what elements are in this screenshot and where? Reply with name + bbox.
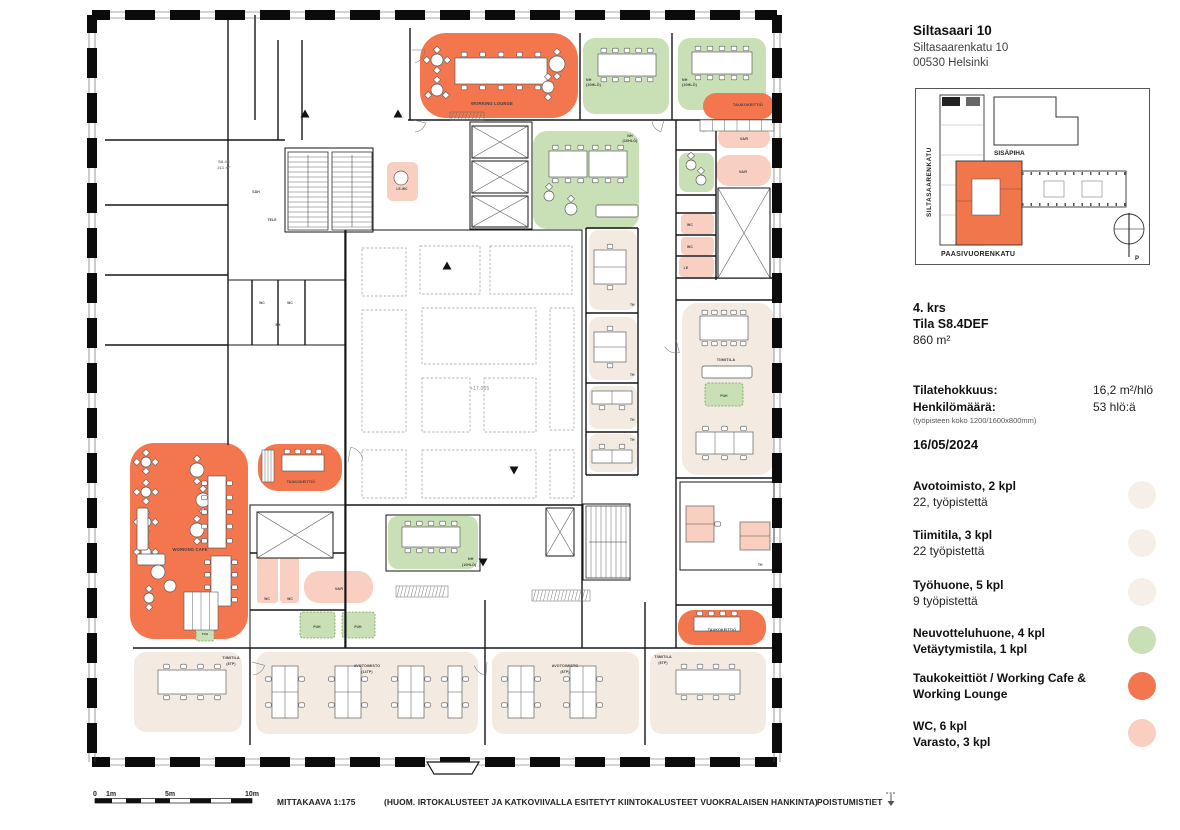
project-address-line1: Siltasaarenkatu 10 (913, 42, 1009, 54)
legend-swatch-neuvotteluhuone (1128, 626, 1156, 654)
space-label: Tila S8.4DEF (913, 317, 989, 331)
legend-title: Tiimitila, 3 kpl (913, 528, 993, 542)
svg-text:VAR: VAR (738, 170, 748, 174)
site-wing (1022, 171, 1126, 207)
area-label: 860 m² (913, 333, 951, 347)
legend-swatch-avotoimisto (1128, 481, 1156, 509)
legend-sub: Varasto, 3 kpl (913, 735, 991, 749)
svg-text:TAUKOKEITTIÖ: TAUKOKEITTIÖ (286, 480, 316, 484)
svg-text:WC: WC (264, 597, 270, 601)
scale-tick-10m: 10m (244, 791, 260, 798)
svg-text:TIIMITILA: TIIMITILA (654, 655, 672, 659)
legend-item-tiimitila (913, 527, 1123, 559)
svg-text:LE-WC: LE-WC (396, 187, 408, 191)
legend-item-neuvotteluhuone (913, 625, 1123, 657)
scale-bar (90, 788, 270, 808)
svg-text:WORKING LOUNGE: WORKING LOUNGE (471, 101, 513, 106)
legend-title: Avotoimisto, 2 kpl (913, 479, 1016, 493)
svg-text:TH: TH (758, 563, 763, 567)
efficiency-value: 16,2 m²/hlö (1093, 383, 1154, 397)
svg-text:TH: TH (630, 373, 635, 377)
efficiency-label: Tilatehokkuus: (913, 383, 998, 397)
svg-text:WORKING CAFE: WORKING CAFE (172, 547, 208, 552)
floor-plan-drawing (85, 10, 785, 780)
scale-tick-1m: 1m (105, 791, 117, 798)
svg-text:TELE: TELE (267, 218, 277, 222)
site-courtyard-outline (994, 97, 1078, 145)
svg-text:PUH: PUH (720, 394, 728, 398)
legend-title: Neuvotteluhuone, 4 kpl (913, 626, 1046, 640)
legend-item-wc (913, 718, 1123, 750)
svg-text:S8.4C: S8.4C (218, 159, 230, 164)
svg-text:TH: TH (630, 418, 635, 422)
workstation-note: (työpisteen koko 1200/1600x800mm) (913, 416, 1037, 425)
scale-tick-5m: 5m (164, 791, 176, 798)
svg-text:WC: WC (287, 597, 293, 601)
legend-swatch-tiimitila (1128, 529, 1156, 557)
svg-text:PUH: PUH (201, 632, 209, 636)
compass-label: P (1135, 256, 1140, 262)
street-label-left: SILTASAARENKATU (926, 147, 933, 217)
street-label-bottom: PAASIVUORENKATU (941, 251, 1016, 258)
svg-text:TH: TH (630, 303, 635, 307)
legend-title: Taukokeittiöt / Working Cafe & (913, 671, 1086, 685)
legend-sub: 22, työpistettä (913, 495, 988, 509)
compass-icon (1114, 213, 1144, 257)
scale-label: MITTAKAAVA 1:175 (277, 797, 356, 807)
exit-route-icon (884, 791, 898, 808)
svg-text:NH: NH (682, 78, 688, 82)
svg-text:NH: NH (468, 557, 474, 561)
svg-text:WC: WC (259, 301, 265, 305)
svg-text:AVOTOIMISTO: AVOTOIMISTO (551, 664, 579, 668)
svg-text:TIIMITILA: TIIMITILA (222, 656, 240, 660)
legend-item-tyohuone (913, 577, 1123, 609)
svg-text:NH: NH (627, 134, 633, 138)
project-address-line2: 00530 Helsinki (913, 57, 989, 69)
legend-sub: 22 työpistettä (913, 544, 985, 558)
svg-text:(8TP): (8TP) (226, 662, 236, 666)
svg-text:EH: EH (275, 323, 281, 327)
svg-text:(8TP): (8TP) (658, 661, 668, 665)
svg-text:TIIMITILA: TIIMITILA (716, 358, 736, 362)
svg-text:LE: LE (683, 266, 689, 270)
svg-text:VAR: VAR (739, 137, 749, 141)
legend-item-avotoimisto (913, 478, 1123, 510)
project-title: Siltasaari 10 (913, 23, 992, 38)
svg-text:(16HLÖ): (16HLÖ) (622, 139, 638, 143)
svg-text:PUH: PUH (354, 625, 362, 629)
legend-sub: Vetäytymistila, 1 kpl (913, 642, 1028, 656)
svg-text:+17.065: +17.065 (470, 386, 490, 392)
svg-text:VAR: VAR (334, 587, 344, 591)
legend-swatch-taukokeittiot (1128, 672, 1156, 700)
legend-title: Työhuone, 5 kpl (913, 578, 1004, 592)
exits-label: POISTUMISTIET (817, 797, 883, 807)
floor-plan (85, 10, 785, 780)
site-plan-drawing (916, 89, 1149, 264)
svg-text:211 m²: 211 m² (217, 165, 231, 170)
legend-swatch-wc (1128, 719, 1156, 747)
headcount-value: 53 hlö:ä (1093, 400, 1136, 414)
legend-swatch-tyohuone (1128, 578, 1156, 606)
svg-text:(14TP): (14TP) (361, 670, 373, 674)
svg-text:PUH: PUH (313, 625, 321, 629)
svg-text:(10HLÖ): (10HLÖ) (462, 563, 477, 567)
scale-bar-drawing (90, 788, 270, 808)
legend-item-taukokeittiot (913, 670, 1143, 702)
site-plan-map (915, 88, 1150, 265)
svg-text:WC: WC (287, 301, 293, 305)
svg-text:TAUKOKEITTIÖ: TAUKOKEITTIÖ (707, 628, 737, 632)
svg-text:(10HLÖ): (10HLÖ) (682, 83, 698, 87)
svg-text:SÄH: SÄH (252, 190, 260, 194)
scale-tick-0: 0 (93, 791, 97, 798)
svg-text:TAUKOKEITTIÖ: TAUKOKEITTIÖ (733, 103, 763, 107)
headcount-label: Henkilömäärä: (913, 400, 996, 414)
courtyard-label: SISÄPIHA (994, 150, 1025, 157)
site-highlight-block (956, 161, 1022, 245)
svg-text:AVOTOIMISTO: AVOTOIMISTO (353, 664, 381, 668)
svg-text:WC: WC (687, 223, 693, 227)
legend-sub: 9 työpistettä (913, 594, 978, 608)
legend-sub: Working Lounge (913, 687, 1008, 701)
svg-text:WC: WC (687, 245, 693, 249)
furniture-note: (HUOM. IRTOKALUSTEET JA KATKOVIIVALLA ESITETYT KIINTOKALUSTEET VUOKRALAISEN HANKINTA) (384, 797, 818, 807)
svg-text:TH: TH (630, 438, 635, 442)
legend-title: WC, 6 kpl (913, 719, 968, 733)
svg-text:(8TP): (8TP) (560, 670, 570, 674)
date-label: 16/05/2024 (913, 437, 979, 452)
svg-text:(10HLÖ): (10HLÖ) (586, 83, 602, 87)
svg-text:NH: NH (586, 78, 592, 82)
floor-label: 4. krs (913, 301, 946, 315)
